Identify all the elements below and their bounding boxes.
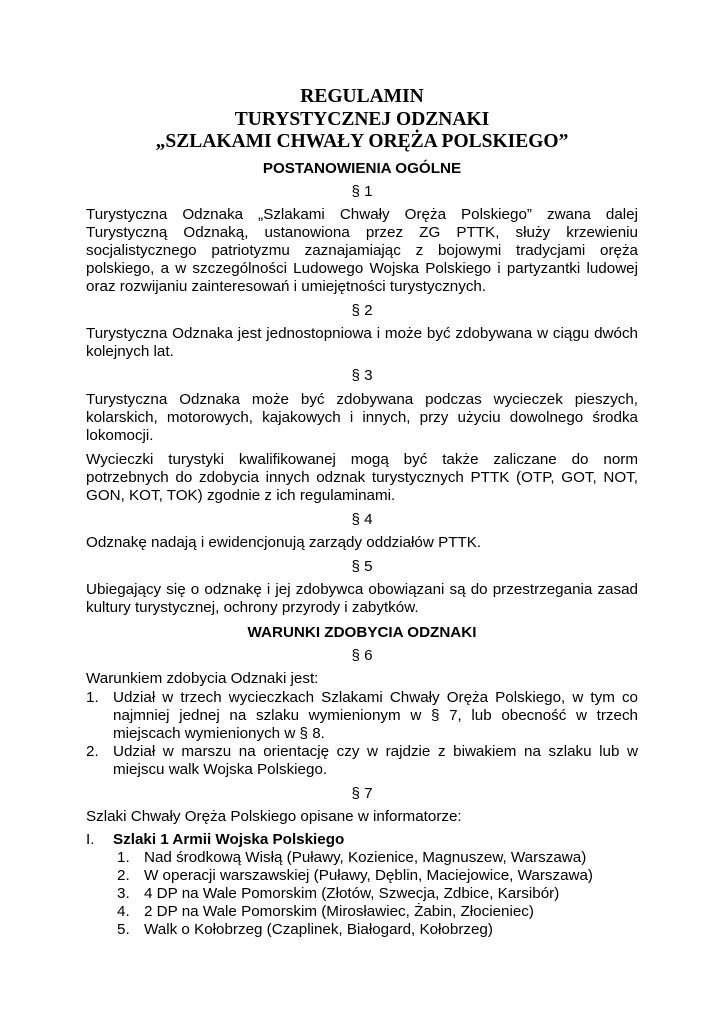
- paragraph-sign-4: § 4: [351, 511, 373, 529]
- list-item-number: 1.: [117, 848, 130, 866]
- trail-list: [113, 849, 638, 939]
- document-page: [86, 86, 638, 939]
- list-item: [113, 885, 638, 903]
- list-item: [113, 867, 638, 885]
- paragraph-5-text: Ubiegający się o odznakę i jej zdobywca obowiązani są do przestrzegania zasad kultury turystycznej, ochrony przyrody i zabytków.: [86, 581, 638, 617]
- list-item: [86, 743, 638, 779]
- paragraph-4-text: Odznakę nadają i ewidencjonują zarządy oddziałów PTTK.: [86, 534, 482, 552]
- paragraph-3-text-2: Wycieczki turystyki kwalifikowanej mogą być także zaliczane do norm potrzebnych do zdobycia innych odznak turystycznych PTTK (OTP, GOT, NOT, GON, KOT, TOK) zgodnie z ich regulaminami.: [86, 450, 638, 504]
- list-item: [113, 849, 638, 867]
- list-item-text: Walk o Kołobrzeg (Czaplinek, Białogard, Kołobrzeg): [144, 920, 493, 938]
- section-heading-conditions: WARUNKI ZDOBYCIA ODZNAKI: [247, 623, 477, 641]
- list-item-text: Udział w marszu na orientację czy w rajdzie z biwakiem na szlaku lub w miejscu walk Wojska Polskiego.: [113, 743, 638, 779]
- paragraph-sign-7: § 7: [351, 785, 373, 803]
- list-item-number: 3.: [117, 884, 130, 902]
- list-item-number: 1.: [86, 688, 99, 706]
- list-item-text: 2 DP na Wale Pomorskim (Mirosławiec, Żabin, Złocieniec): [144, 902, 534, 920]
- paragraph-sign-5: § 5: [351, 558, 373, 576]
- title-line-1: REGULAMIN: [300, 86, 424, 107]
- conditions-list: [86, 689, 638, 779]
- trail-group-heading: Szlaki 1 Armii Wojska Polskiego: [113, 830, 345, 848]
- paragraph-sign-6: § 6: [351, 646, 373, 664]
- list-item-text: W operacji warszawskiej (Puławy, Dęblin, Maciejowice, Warszawa): [144, 866, 593, 884]
- list-item-text: 4 DP na Wale Pomorskim (Złotów, Szwecja, Zdbice, Karsibór): [144, 884, 560, 902]
- paragraph-sign-3: § 3: [351, 367, 373, 385]
- list-item-number: 4.: [117, 902, 130, 920]
- trail-group: [86, 831, 638, 940]
- list-item-text: Nad środkową Wisłą (Puławy, Kozienice, Magnuszew, Warszawa): [144, 848, 587, 866]
- paragraph-sign-2: § 2: [351, 302, 373, 320]
- paragraph-2-text: Turystyczna Odznaka jest jednostopniowa i może być zdobywana w ciągu dwóch kolejnych lat.: [86, 325, 638, 361]
- trail-group-number: I.: [86, 830, 95, 848]
- paragraph-1-text: Turystyczna Odznaka „Szlakami Chwały Oręża Polskiego” zwana dalej Turystyczną Odznaką, ustanowiona przez ZG PTTK, służy krzewieniu socjalistycznego patriotyzmu zaznajamiając z bojowymi tradycjami oręża polskiego, a w szczególności Ludowego Wojska Polskiego i partyzantki ludowej oraz rozwijaniu zainteresowań i umiejętności turystycznych.: [86, 205, 638, 296]
- list-item-number: 5.: [117, 920, 130, 938]
- section-heading-general: POSTANOWIENIA OGÓLNE: [262, 159, 462, 177]
- paragraph-7-intro: Szlaki Chwały Oręża Polskiego opisane w informatorze:: [86, 808, 462, 826]
- paragraph-sign-1: § 1: [351, 182, 373, 200]
- paragraph-3-text-1: Turystyczna Odznaka może być zdobywana podczas wycieczek pieszych, kolarskich, motorowych, kajakowych i innych, przy użyciu dowolnego środka lokomocji.: [86, 390, 638, 444]
- list-item-number: 2.: [117, 866, 130, 884]
- list-item: [113, 921, 638, 939]
- list-item: [86, 689, 638, 743]
- list-item: [113, 903, 638, 921]
- paragraph-6-intro: Warunkiem zdobycia Odznaki jest:: [86, 669, 319, 687]
- list-item-number: 2.: [86, 743, 99, 761]
- title-line-2: TURYSTYCZNEJ ODZNAKI: [234, 108, 490, 130]
- title-line-3: „SZLAKAMI CHWAŁY ORĘŻA POLSKIEGO”: [155, 131, 569, 152]
- document-title: [86, 86, 638, 154]
- list-item-text: Udział w trzech wycieczkach Szlakami Chwały Oręża Polskiego, w tym co najmniej jednej na szlaku wymienionym w § 7, lub obecność w trzech miejscach wymienionych w § 8.: [113, 688, 638, 743]
